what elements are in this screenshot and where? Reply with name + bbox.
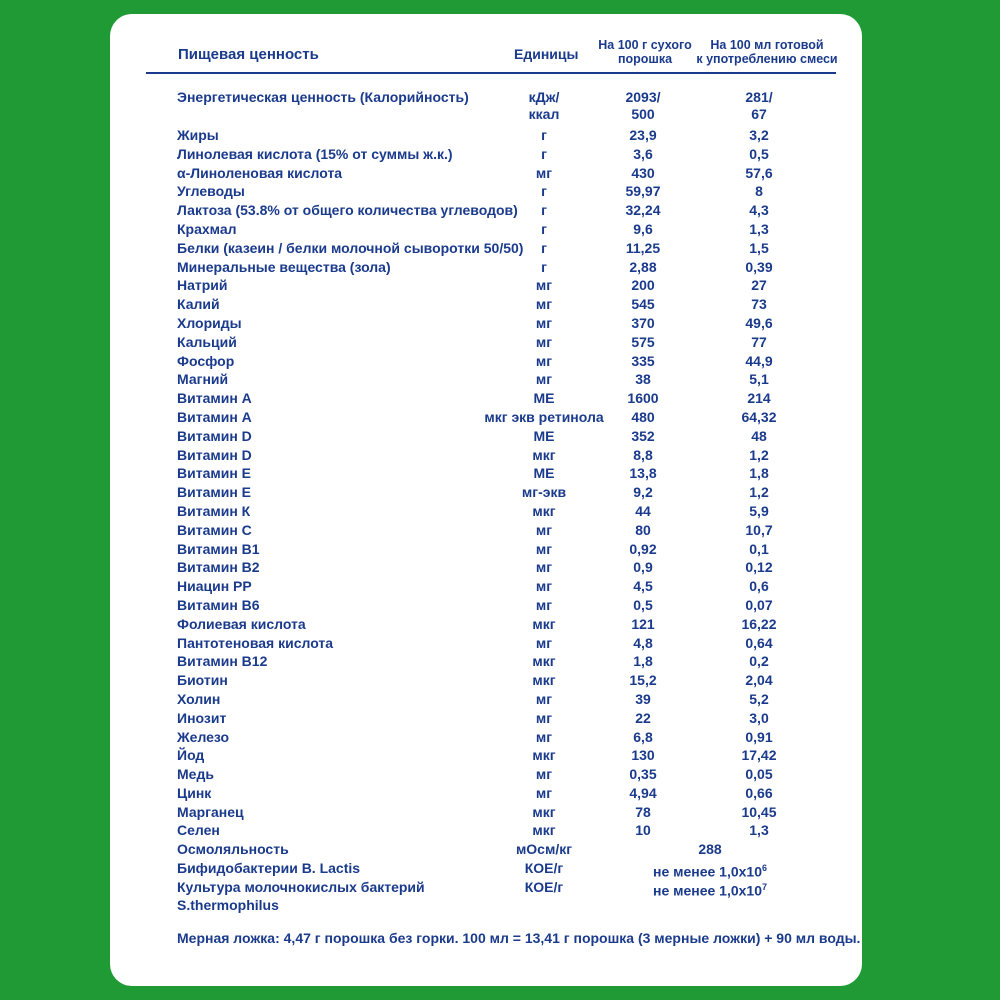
- row-name: Биотин: [177, 672, 228, 689]
- table-row: [110, 314, 862, 333]
- row-name: Витамин В2: [177, 559, 260, 576]
- row-ready-line2: 67: [751, 106, 767, 122]
- table-row: [110, 164, 862, 183]
- table-row: [110, 145, 862, 164]
- row-ready: 0,1: [749, 540, 769, 557]
- row-unit: мг: [535, 766, 553, 783]
- table-row: [110, 370, 862, 389]
- row-dry: 545: [631, 296, 655, 313]
- row-unit: мкг: [532, 653, 556, 670]
- row-value-exp: 7: [762, 881, 768, 892]
- row-name: Витамин К: [177, 502, 251, 519]
- row-ready: 1,3: [749, 822, 769, 839]
- table-row: [110, 126, 862, 145]
- table-row: [110, 239, 862, 258]
- row-ready: 17,42: [741, 747, 777, 764]
- row-dry: 9,6: [633, 220, 653, 237]
- row-dry: 80: [635, 521, 651, 538]
- row-name: Йод: [177, 747, 205, 764]
- row-ready: 214: [747, 390, 771, 407]
- row-name: Холин: [177, 690, 221, 707]
- row-unit: мкг: [532, 747, 556, 764]
- row-dry: 575: [631, 333, 655, 350]
- row-dry: 370: [631, 314, 655, 331]
- row-name: Белки (казеин / белки молочной сыворотки 50/50): [177, 239, 524, 256]
- table-row: [110, 690, 862, 709]
- row-ready: 0,64: [745, 634, 773, 651]
- row-unit: мкг экв ретинола: [484, 408, 604, 425]
- row-ready: 73: [751, 296, 767, 313]
- row-unit: КОЕ/г: [524, 860, 564, 877]
- row-unit: г: [541, 202, 547, 219]
- row-name: Культура молочнокислых бактерий: [177, 878, 425, 895]
- row-dry: 8,8: [633, 446, 653, 463]
- row-name: Фолиевая кислота: [177, 615, 306, 632]
- header-dry: [592, 38, 698, 66]
- row-dry: 480: [631, 408, 655, 425]
- row-name: Осмоляльность: [177, 841, 289, 858]
- row-name: Витамин В6: [177, 596, 260, 613]
- row-name: Медь: [177, 766, 214, 783]
- row-list: [110, 126, 862, 840]
- row-dry: 11,25: [625, 239, 661, 256]
- row-unit: г: [541, 239, 547, 256]
- row-value-exp: 6: [762, 863, 768, 874]
- row-unit: г: [541, 127, 547, 143]
- row-ready: 2,04: [745, 672, 773, 689]
- table-row: [110, 483, 862, 502]
- row-unit: г: [541, 220, 547, 237]
- row-ready: 0,66: [745, 784, 773, 801]
- row-ready: 5,1: [749, 371, 769, 388]
- row-dry: 0,35: [629, 766, 657, 783]
- row-dry: 6,8: [633, 728, 653, 745]
- table-row: [110, 634, 862, 653]
- row-unit: мкг: [532, 446, 556, 463]
- row-unit: мг: [535, 634, 553, 651]
- row-name: Витамин D: [177, 446, 252, 463]
- row-ready: 49,6: [745, 314, 773, 331]
- row-dry: 1600: [627, 390, 659, 407]
- row-ready: 0,05: [745, 766, 773, 783]
- row-name: Энергетическая ценность (Калорийность): [177, 89, 469, 105]
- row-name: Цинк: [177, 784, 212, 801]
- row-ready: 0,2: [749, 653, 769, 670]
- row-dry: [588, 89, 698, 123]
- row-unit: мг: [535, 559, 553, 576]
- table-row: [110, 596, 862, 615]
- row-ready: 1,5: [749, 239, 769, 256]
- row-name: Витамин Е: [177, 465, 252, 482]
- row-dry: 1,8: [633, 653, 653, 670]
- nutrition-card: [110, 14, 862, 986]
- table-row: [110, 652, 862, 671]
- row-unit: мг-экв: [521, 484, 567, 501]
- row-ready: 5,2: [749, 690, 769, 707]
- row-ready: 27: [751, 277, 767, 294]
- row-ready: 0,6: [749, 578, 769, 595]
- row-dry: 335: [631, 352, 655, 369]
- table-row: [110, 746, 862, 765]
- table-row: [110, 709, 862, 728]
- row-unit: мг: [535, 709, 553, 726]
- row-unit: г: [541, 145, 547, 162]
- row-name: Лактоза (53.8% от общего количества углеводов): [177, 202, 518, 219]
- row-dry: 59,97: [625, 183, 661, 200]
- table-row: [110, 502, 862, 521]
- row-name: Витамин Е: [177, 484, 252, 501]
- row-dry: 10: [635, 822, 651, 839]
- row-unit: мг: [535, 521, 553, 538]
- header-ready-line1: На 100 мл готовой: [710, 38, 824, 52]
- row-ready: 3,2: [749, 127, 769, 143]
- header-divider: [146, 72, 836, 74]
- header-units: Единицы: [514, 46, 579, 62]
- row-unit: мкг: [532, 615, 556, 632]
- row-unit: мг: [535, 333, 553, 350]
- row-name: Витамин В12: [177, 653, 268, 670]
- row-dry: 22: [635, 709, 651, 726]
- table-row: [110, 276, 862, 295]
- row-name: Натрий: [177, 277, 228, 294]
- row-name: Фосфор: [177, 352, 235, 369]
- table-row: [110, 427, 862, 446]
- row-unit: мкг: [532, 502, 556, 519]
- row-value: 288: [698, 841, 722, 858]
- row-name: Витамин D: [177, 427, 252, 444]
- row-dry: 130: [631, 747, 655, 764]
- row-dry-line2: 500: [631, 106, 655, 122]
- row-dry: 9,2: [633, 484, 653, 501]
- row-name: Хлориды: [177, 314, 242, 331]
- table-row: [110, 671, 862, 690]
- table-row: [110, 615, 862, 634]
- row-name: Витамин С: [177, 521, 252, 538]
- row-ready: 8: [755, 183, 763, 200]
- table-row-culture-line2: [110, 896, 862, 914]
- row-ready: 1,8: [749, 465, 769, 482]
- row-name: Витамин А: [177, 408, 252, 425]
- row-dry: 2,88: [629, 258, 657, 275]
- row-ready: 1,3: [749, 220, 769, 237]
- row-name: Крахмал: [177, 220, 237, 237]
- row-unit: мкг: [532, 822, 556, 839]
- table-row: [110, 464, 862, 483]
- row-unit: г: [541, 258, 547, 275]
- row-ready: 0,39: [745, 258, 773, 275]
- row-ready: 16,22: [741, 615, 777, 632]
- row-name: Калий: [177, 296, 220, 313]
- row-unit: мкг: [532, 672, 556, 689]
- row-name: Железо: [177, 728, 230, 745]
- row-dry: 352: [631, 427, 655, 444]
- row-name: Кальций: [177, 333, 237, 350]
- row-name: α-Линоленовая кислота: [177, 164, 343, 181]
- row-unit: мг: [535, 540, 553, 557]
- table-row: [110, 784, 862, 803]
- table-row: [110, 803, 862, 822]
- row-dry: 0,9: [633, 559, 653, 576]
- table-row: [110, 258, 862, 277]
- row-dry: 44: [635, 502, 651, 519]
- row-dry: 32,24: [625, 202, 661, 219]
- row-dry-line1: 2093/: [625, 89, 661, 105]
- row-name: Марганец: [177, 803, 244, 820]
- row-unit: мг: [535, 596, 553, 613]
- row-unit: мг: [535, 690, 553, 707]
- row-name: Бифидобактерии B. Lactis: [177, 860, 361, 877]
- row-dry: 430: [631, 164, 655, 181]
- nutrition-table: [110, 14, 862, 986]
- row-unit: мг: [535, 371, 553, 388]
- row-name: Минеральные вещества (зола): [177, 258, 391, 275]
- row-unit: мг: [535, 277, 553, 294]
- row-dry: 200: [631, 277, 655, 294]
- row-unit: мкг: [532, 803, 556, 820]
- row-ready: 77: [751, 333, 767, 350]
- row-ready: 1,2: [749, 446, 769, 463]
- row-unit: мг: [535, 352, 553, 369]
- row-ready: 0,91: [745, 728, 773, 745]
- row-ready: 0,5: [749, 145, 769, 162]
- row-ready: 4,3: [749, 202, 769, 219]
- table-row: [110, 408, 862, 427]
- table-row-osmolality: [110, 840, 862, 859]
- row-unit: мОсм/кг: [515, 841, 573, 858]
- row-unit: мг: [535, 728, 553, 745]
- row-name: Углеводы: [177, 183, 245, 200]
- table-row: [110, 540, 862, 559]
- row-name: Линолевая кислота (15% от суммы ж.к.): [177, 145, 453, 162]
- table-row: [110, 201, 862, 220]
- row-dry: 78: [635, 803, 651, 820]
- header-ready-line2: к употреблению смеси: [696, 52, 838, 66]
- row-ready: 10,7: [745, 521, 773, 538]
- row-name: Пантотеновая кислота: [177, 634, 334, 651]
- table-body: [110, 88, 862, 914]
- row-ready: 64,32: [741, 408, 777, 425]
- row-unit-line1: кДж/: [528, 89, 560, 105]
- table-row: [110, 182, 862, 201]
- row-unit: КОЕ/г: [524, 878, 564, 895]
- row-ready: 3,0: [749, 709, 769, 726]
- header-dry-line2: порошка: [617, 52, 673, 66]
- row-ready-line1: 281/: [745, 89, 773, 105]
- table-row: [110, 389, 862, 408]
- table-row: [110, 333, 862, 352]
- row-name-line2: S.thermophilus: [177, 896, 279, 913]
- row-ready: 10,45: [741, 803, 777, 820]
- row-ready: 0,12: [745, 559, 773, 576]
- row-name: Ниацин РР: [177, 578, 252, 595]
- row-name: Витамин А: [177, 390, 252, 407]
- row-dry: 0,5: [633, 596, 653, 613]
- row-value-text: не менее 1,0х10: [652, 863, 762, 880]
- table-row: [110, 577, 862, 596]
- row-name: Селен: [177, 822, 220, 839]
- row-unit: МЕ: [533, 427, 555, 444]
- row-unit: МЕ: [533, 390, 555, 407]
- row-name: Инозит: [177, 709, 227, 726]
- row-dry: 0,92: [629, 540, 657, 557]
- table-row: [110, 446, 862, 465]
- row-unit: мг: [535, 314, 553, 331]
- row-name: Жиры: [177, 127, 219, 143]
- row-value-text: не менее 1,0х10: [652, 882, 762, 899]
- table-row: [110, 352, 862, 371]
- table-row: [110, 220, 862, 239]
- row-name: Витамин В1: [177, 540, 260, 557]
- table-row: [110, 521, 862, 540]
- table-row-bifido: [110, 859, 862, 878]
- row-unit: МЕ: [533, 465, 555, 482]
- row-ready: 0,07: [745, 596, 773, 613]
- row-name: Магний: [177, 371, 229, 388]
- row-ready: 57,6: [745, 164, 773, 181]
- row-ready: 48: [751, 427, 767, 444]
- header-ready: [692, 38, 842, 66]
- table-row: [110, 765, 862, 784]
- row-dry: 4,5: [633, 578, 653, 595]
- row-dry: 4,94: [629, 784, 657, 801]
- row-dry: 39: [635, 690, 651, 707]
- row-ready: 5,9: [749, 502, 769, 519]
- row-unit: мг: [535, 578, 553, 595]
- row-dry: 3,6: [633, 145, 653, 162]
- table-row: [110, 558, 862, 577]
- row-dry: 15,2: [629, 672, 657, 689]
- row-ready: [700, 89, 818, 123]
- table-row: [110, 821, 862, 840]
- table-row-energy: [110, 88, 862, 126]
- row-ready: 44,9: [745, 352, 773, 369]
- row-unit: мг: [535, 296, 553, 313]
- row-ready: 1,2: [749, 484, 769, 501]
- row-dry: 23,9: [629, 127, 657, 143]
- table-row-culture: [110, 878, 862, 899]
- header-dry-line1: На 100 г сухого: [598, 38, 692, 52]
- table-row: [110, 728, 862, 747]
- row-unit: г: [541, 183, 547, 200]
- row-dry: 4,8: [633, 634, 653, 651]
- footnote-measuring-spoon: Мерная ложка: 4,47 г порошка без горки. 100 мл = 13,41 г порошка (3 мерные ложки) + 90 мл воды.: [177, 930, 861, 946]
- row-dry: 38: [635, 371, 651, 388]
- row-dry: 121: [631, 615, 655, 632]
- table-row: [110, 295, 862, 314]
- row-dry: 13,8: [629, 465, 657, 482]
- row-unit: мг: [535, 164, 553, 181]
- header-name: Пищевая ценность: [178, 46, 319, 63]
- row-unit: мг: [535, 784, 553, 801]
- row-unit-line2: ккал: [528, 106, 560, 122]
